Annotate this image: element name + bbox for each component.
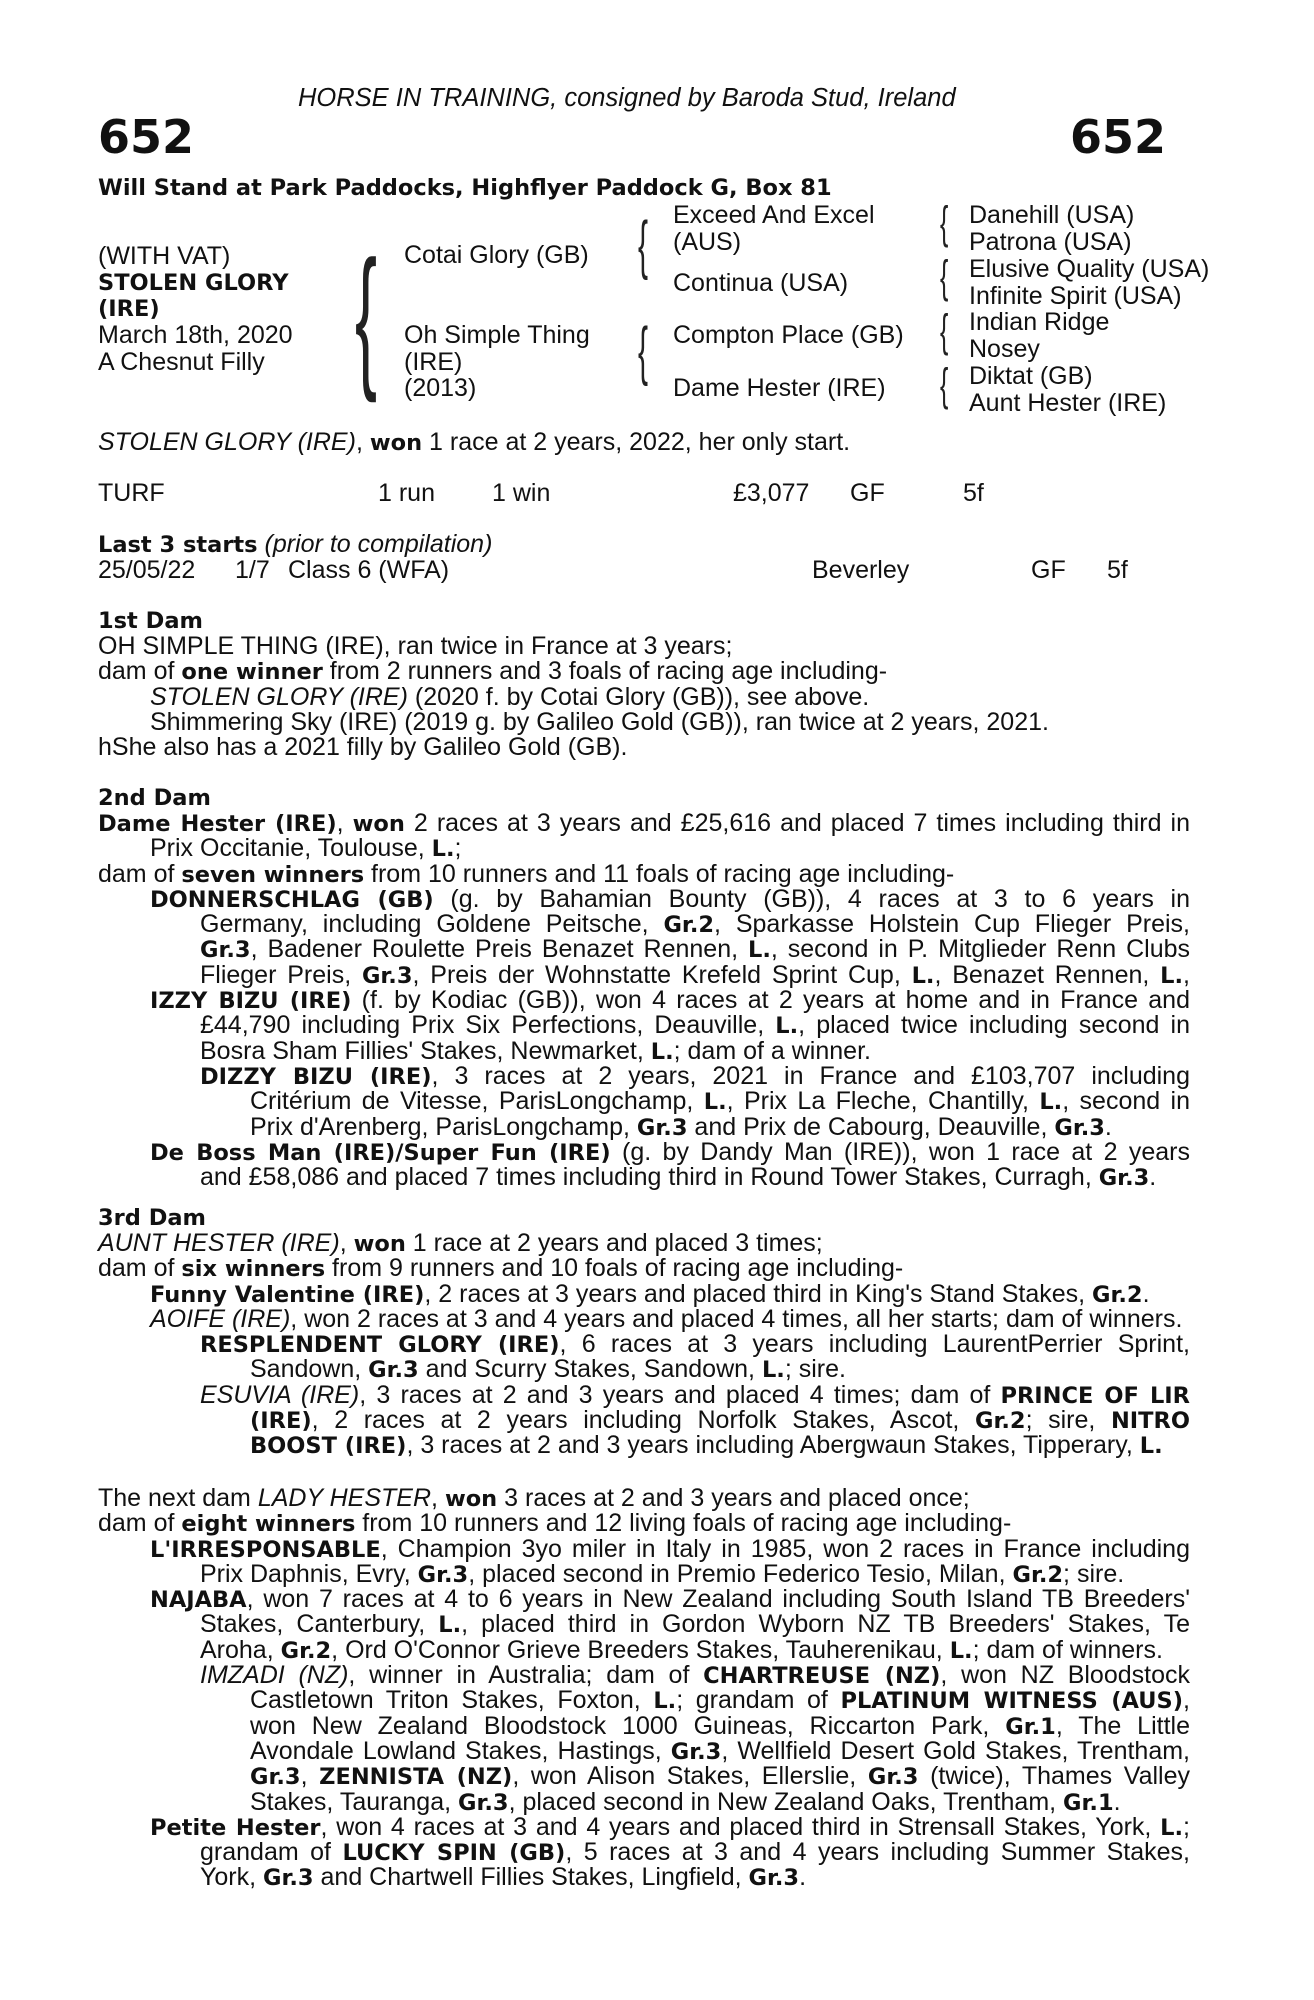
text-line (98, 1812, 1190, 1841)
start-going: GF (1031, 556, 1066, 584)
lot-number-left: 652 (98, 110, 195, 164)
text-run: Gr.1 (1005, 1713, 1056, 1740)
text-run: , (1183, 1686, 1190, 1715)
start-distance: 5f (1107, 556, 1128, 584)
text-line (98, 1332, 1190, 1357)
text-run: from 2 runners and 3 foals of racing age including- (322, 657, 888, 686)
first-dam-text (98, 634, 1190, 760)
record-wins: 1 win (492, 479, 551, 507)
text-run: Bosra Sham Fillies' Stakes, Newmarket, (200, 1036, 651, 1065)
vat-note: (WITH VAT) (98, 242, 231, 270)
text-run: , second in P. Mitglieder Renn Clubs (770, 935, 1190, 964)
text-line (98, 1304, 1190, 1333)
text-line (98, 811, 1190, 836)
pedigree-ddd: Aunt Hester (IRE) (969, 389, 1167, 417)
text-run: L. (775, 1013, 799, 1040)
summary-name: STOLEN GLORY (IRE) (98, 428, 356, 456)
text-run: Avondale Lowland Stakes, Hastings, (250, 1736, 671, 1765)
text-run: , winner in Australia; dam of (348, 1661, 704, 1690)
text-run: , Champion 3yo miler in Italy in 1985, won 2 races in France including (380, 1534, 1190, 1563)
pedigree-brace-gen1: { (355, 227, 378, 404)
text-run: , placed second in New Zealand Oaks, Trentham, (508, 1787, 1064, 1816)
text-run: 2 races at 3 years and £25,616 and placed 7 times including third in (404, 809, 1190, 837)
text-run: and Prix de Cabourg, Deauville, (687, 1112, 1055, 1141)
text-run: L. (1160, 962, 1184, 989)
text-run: , The Little (1055, 1711, 1190, 1740)
text-run: and £58,086 and placed 7 times including third in Round Tower Stakes, Curragh, (200, 1163, 1099, 1192)
text-run: Stakes, Canterbury, (200, 1610, 439, 1639)
text-run: , placed third in Gordon Wyborn NZ TB Breeders' Stakes, Te (461, 1610, 1190, 1639)
text-run: , placed twice including second in (798, 1011, 1190, 1040)
text-run: from 10 runners and 11 foals of racing age including- (364, 859, 955, 888)
text-line (98, 1486, 1190, 1511)
record-earnings: £3,077 (733, 479, 810, 507)
third-dam-text (98, 1231, 1190, 1459)
text-line (98, 1736, 1190, 1765)
text-run: won (444, 1486, 498, 1512)
text-line (98, 1231, 1190, 1256)
text-run: Aroha, (200, 1635, 281, 1664)
text-run: , 5 races at 3 and 4 years including Summer Stakes, (565, 1838, 1190, 1867)
text-run: ESUVIA (IRE) (200, 1380, 360, 1409)
text-run: Gr.2 (975, 1408, 1026, 1435)
text-run: York, (200, 1863, 264, 1892)
text-run: L'IRRESPONSABLE (150, 1536, 381, 1563)
text-line (98, 659, 1190, 684)
text-run: Prix Daphnis, Evry, (200, 1559, 418, 1588)
text-run: L. (949, 1637, 973, 1664)
text-run: , 3 races at 2 years, 2021 in France and £103,707 including (431, 1061, 1190, 1090)
text-run: , 2 races at 3 years and placed third in King's Stand Stakes, (424, 1279, 1093, 1308)
pedigree-dam: Oh Simple Thing (404, 321, 590, 349)
text-run: De Boss Man (IRE)/Super Fun (IRE) (150, 1139, 611, 1166)
text-run: L. (1039, 1089, 1063, 1116)
text-run: , Badener Roulette Preis Benazet Rennen, (250, 935, 748, 964)
text-line (98, 859, 1190, 888)
text-run: , won NZ Bloodstock (940, 1661, 1190, 1690)
text-line (98, 1061, 1190, 1090)
text-run: L. (911, 962, 935, 989)
text-run: dam of (98, 1254, 182, 1283)
second-dam-text (98, 811, 1190, 1190)
text-run: won (353, 1231, 406, 1257)
text-run: L. (1160, 1814, 1184, 1841)
stand-location: Will Stand at Park Paddocks, Highflyer Paddock G, Box 81 (98, 175, 832, 201)
text-run: L. (761, 1357, 785, 1384)
summary-rest: 1 race at 2 years, 2022, her only start. (422, 428, 851, 456)
text-run: ; (454, 834, 462, 863)
text-line (98, 1511, 1190, 1536)
text-line (98, 1534, 1190, 1563)
text-run: Flieger Preis, (200, 960, 362, 989)
text-line (98, 1433, 1190, 1458)
text-run: , Ord O'Connor Grieve Breeders Stakes, Tauherenikau, (331, 1635, 950, 1664)
text-line (98, 988, 1190, 1013)
text-run: Gr.3 (361, 962, 413, 989)
text-run: (f. by Kodiac (GB)), won 4 races at 2 years at home and in France and (351, 986, 1190, 1015)
text-run: ; sire. (1063, 1559, 1125, 1588)
text-run: NAJABA (150, 1587, 247, 1614)
text-run: Gr.2 (663, 912, 715, 939)
text-run: , Sparkasse Holstein Cup Flieger Preis, (714, 910, 1191, 939)
text-run: Gr.2 (1012, 1561, 1064, 1588)
text-run: from 10 runners and 12 living foals of racing age including- (355, 1509, 1012, 1538)
text-run: dam of (98, 859, 182, 888)
pedigree-dam-year: (2013) (404, 374, 477, 402)
text-run: STOLEN GLORY (IRE) (150, 682, 408, 711)
text-run: LUCKY SPIN (GB) (342, 1840, 566, 1867)
text-run: . (799, 1863, 807, 1892)
summary-won: won (369, 430, 423, 456)
text-run: Gr.2 (280, 1637, 332, 1664)
text-line (98, 1112, 1190, 1141)
start-course: Beverley (812, 556, 910, 584)
text-run: AOIFE (IRE) (150, 1304, 291, 1333)
pedigree-sdd: Infinite Spirit (USA) (969, 282, 1182, 310)
lot-number-right: 652 (1070, 110, 1167, 164)
text-run: Gr.3 (1054, 1114, 1105, 1141)
text-run: CHARTREUSE (NZ) (703, 1663, 941, 1690)
text-line (98, 1612, 1190, 1637)
consignment-line: HORSE IN TRAINING, consigned by Baroda Stud, Ireland (298, 84, 956, 112)
pedigree-sire-sire-suffix: (AUS) (673, 228, 742, 256)
text-run: Gr.2 (1092, 1281, 1143, 1308)
pedigree-ssd: Patrona (USA) (969, 228, 1132, 256)
last-starts-note: (prior to compilation) (264, 530, 493, 558)
text-run: Gr.3 (670, 1738, 722, 1765)
text-run: (g. by Dandy Man (IRE)), won 1 race at 2 years (610, 1137, 1190, 1166)
text-run: Critérium de Vitesse, ParisLongchamp, (250, 1087, 704, 1116)
text-line: OH SIMPLE THING (IRE), ran twice in France at 3 years; (98, 632, 733, 660)
text-run: Germany, including Goldene Peitsche, (200, 910, 664, 939)
pedigree-dam-dam: Dame Hester (IRE) (673, 374, 886, 402)
text-run: , (300, 1762, 320, 1791)
text-run: (twice), Thames Valley (918, 1762, 1191, 1791)
text-run: (g. by Bahamian Bounty (GB)), 4 races at 3 to 6 years in (433, 884, 1190, 913)
horse-name-suffix: (IRE) (98, 296, 160, 322)
pedigree-brace-ss: { (940, 197, 949, 248)
text-line (98, 1764, 1190, 1789)
text-run: ; sire, (1025, 1406, 1111, 1435)
text-run: from 9 runners and 10 foals of racing age including- (325, 1254, 904, 1283)
text-run: Gr.3 (368, 1357, 419, 1384)
text-line (98, 1357, 1190, 1382)
next-dam-text (98, 1486, 1190, 1891)
text-line (98, 1013, 1190, 1038)
text-run: L. (653, 1688, 677, 1715)
text-run: Gr.3 (200, 937, 251, 964)
text-run: Stakes, Tauranga, (250, 1787, 459, 1816)
text-run: Petite Hester (150, 1814, 321, 1841)
second-dam-heading: 2nd Dam (98, 785, 211, 811)
text-run: ; sire. (784, 1355, 846, 1384)
pedigree-sire-sire: Exceed And Excel (673, 201, 875, 229)
horse-description: A Chesnut Filly (98, 348, 265, 376)
text-line (98, 1089, 1190, 1114)
text-line (98, 1165, 1190, 1190)
text-run: Gr.3 (636, 1114, 688, 1141)
text-run: Prix d'Arenberg, ParisLongchamp, (250, 1112, 637, 1141)
text-run: DIZZY BIZU (IRE) (200, 1063, 432, 1090)
text-run: Gr.3 (250, 1764, 301, 1791)
text-run: eight winners (181, 1511, 356, 1538)
text-run: , 3 races at 2 and 3 years and placed 4 times; dam of (359, 1380, 1001, 1409)
text-run: , Prix La Fleche, Chantilly, (726, 1087, 1040, 1116)
pedigree-dam-suffix: (IRE) (404, 348, 463, 376)
text-run: dam of (98, 657, 182, 686)
text-run: grandam of (200, 1838, 343, 1867)
text-run: ; grandam of (676, 1686, 841, 1715)
text-run: , Benazet Rennen, (934, 960, 1161, 989)
text-run: £44,790 including Prix Six Perfections, Deauville, (200, 1011, 776, 1040)
text-line (98, 1380, 1190, 1409)
text-run: Gr.3 (1098, 1165, 1150, 1192)
text-run: and Scurry Stakes, Sandown, (418, 1355, 762, 1384)
text-line (98, 1688, 1190, 1713)
start-date: 25/05/22 (98, 556, 196, 584)
last-starts-title: Last 3 starts (98, 532, 258, 558)
text-run: seven winners (181, 861, 365, 888)
text-run: Gr.3 (417, 1561, 469, 1588)
text-line (98, 1559, 1190, 1588)
text-line (98, 1865, 1190, 1890)
text-run: NITRO (1110, 1408, 1190, 1435)
text-run: Gr.3 (748, 1865, 800, 1892)
text-run: AUNT HESTER (IRE) (98, 1229, 340, 1257)
text-line (98, 1408, 1190, 1433)
text-run: , (339, 1229, 354, 1257)
text-run: Gr.3 (458, 1789, 509, 1816)
text-run: and Chartwell Fillies Stakes, Lingfield, (313, 1863, 749, 1892)
text-run: Castletown Triton Stakes, Foxton, (250, 1686, 654, 1715)
text-run: The next dam (98, 1484, 258, 1512)
text-run: one winner (181, 659, 323, 686)
text-run: L. (650, 1038, 674, 1065)
text-run: , 2 races at 2 years including Norfolk Stakes, Ascot, (311, 1406, 975, 1435)
last-starts-heading (98, 532, 492, 558)
text-run: PLATINUM WITNESS (AUS) (840, 1688, 1184, 1715)
start-class: Class 6 (WFA) (288, 556, 450, 584)
pedigree-dam-sire: Compton Place (GB) (673, 321, 904, 349)
text-run: Gr.1 (1063, 1789, 1114, 1816)
pedigree-dss: Indian Ridge (969, 308, 1110, 336)
race-summary: STOLEN GLORY (IRE), won 1 race at 2 years, 2022, her only start. (98, 428, 851, 456)
text-run: , won 2 races at 3 and 4 years and placed 4 times, all her starts; dam of winners. (290, 1304, 1183, 1333)
text-run: . (1142, 1279, 1150, 1308)
text-run: . (1149, 1163, 1157, 1192)
record-surface: TURF (98, 479, 165, 507)
first-dam-heading: 1st Dam (98, 608, 203, 634)
text-run: Funny Valentine (IRE) (150, 1281, 425, 1308)
start-position: 1/7 (235, 556, 270, 584)
pedigree-sss: Danehill (USA) (969, 201, 1135, 229)
text-run: Prix Occitanie, Toulouse, (150, 834, 432, 863)
pedigree-sds: Elusive Quality (USA) (969, 255, 1210, 283)
text-line (98, 1587, 1190, 1612)
text-run: 1 race at 2 years and placed 3 times; (405, 1229, 823, 1257)
record-runs: 1 run (378, 479, 435, 507)
text-run: . (1104, 1112, 1112, 1141)
text-run: Gr.3 (263, 1865, 314, 1892)
text-line (98, 1840, 1190, 1865)
text-run: PRINCE OF LIR (1000, 1382, 1190, 1409)
text-run: ; dam of a winner. (673, 1036, 871, 1065)
text-line (98, 1279, 1190, 1308)
text-run: , second in (1062, 1087, 1191, 1116)
pedigree-brace-ds: { (940, 305, 949, 356)
pedigree-brace-sd: { (940, 251, 949, 302)
text-run: L. (438, 1612, 462, 1639)
text-run: 3 races at 2 and 3 years and placed once; (497, 1484, 970, 1512)
text-run: L. (748, 937, 771, 964)
text-run: BOOST (IRE) (250, 1433, 407, 1460)
text-line (98, 1787, 1190, 1816)
text-run: , won 7 races at 4 to 6 years in New Zealand including South Island TB Breeders' (246, 1585, 1190, 1614)
text-run: LADY HESTER (257, 1484, 432, 1512)
text-line (98, 836, 1190, 861)
text-run: ; dam of winners. (972, 1635, 1163, 1664)
text-line (98, 1663, 1190, 1688)
text-run: L. (703, 1089, 727, 1116)
text-line (98, 1036, 1190, 1065)
foaling-date: March 18th, 2020 (98, 321, 293, 349)
text-run: won (352, 811, 405, 837)
text-run: , won 4 races at 3 and 4 years and placed third in Strensall Stakes, York, (320, 1812, 1161, 1841)
pedigree-sire: Cotai Glory (GB) (404, 241, 589, 269)
text-run: RESPLENDENT GLORY (IRE) (200, 1332, 560, 1359)
record-going: GF (850, 479, 885, 507)
text-run: (IRE) (250, 1408, 312, 1435)
pedigree-sire-dam: Continua (USA) (673, 269, 849, 297)
text-run: Gr.3 (867, 1764, 919, 1791)
text-run: , won Alison Stakes, Ellerslie, (512, 1762, 868, 1791)
text-run: (2020 f. by Cotai Glory (GB)), see above. (407, 682, 870, 711)
text-line (98, 912, 1190, 937)
pedigree-brace-dd: { (940, 359, 949, 410)
pedigree-dds: Diktat (GB) (969, 362, 1093, 390)
text-run: dam of (98, 1509, 182, 1538)
text-run: won New Zealand Bloodstock 1000 Guineas, Riccarton Park, (250, 1711, 1006, 1740)
pedigree-dsd: Nosey (969, 335, 1040, 363)
text-line: hShe also has a 2021 filly by Galileo Gold (GB). (98, 733, 628, 762)
text-run: , (1183, 960, 1190, 989)
text-run: six winners (181, 1256, 326, 1283)
text-run: Dame Hester (IRE) (98, 811, 337, 837)
text-run: Sandown, (250, 1355, 369, 1384)
text-run: , Preis der Wohnstatte Krefeld Sprint Cup, (412, 960, 912, 989)
text-line (98, 682, 1190, 711)
record-distance: 5f (963, 479, 984, 507)
text-run: . (1113, 1787, 1121, 1816)
third-dam-heading: 3rd Dam (98, 1205, 206, 1231)
text-line (98, 1256, 1190, 1281)
text-line (98, 884, 1190, 913)
text-run: , 3 races at 2 and 3 years including Abergwaun Stakes, Tipperary, (406, 1431, 1140, 1460)
text-line (98, 1137, 1190, 1166)
text-run: IZZY BIZU (IRE) (150, 988, 352, 1015)
text-run: ZENNISTA (NZ) (319, 1764, 513, 1791)
text-line: Shimmering Sky (IRE) (2019 g. by Galileo Gold (GB)), ran twice at 2 years, 2021. (150, 707, 1049, 736)
text-run: L. (431, 836, 455, 863)
text-run: ; (1183, 1812, 1190, 1841)
text-run: , 6 races at 3 years including LaurentPerrier Sprint, (559, 1330, 1190, 1359)
text-run: DONNERSCHLAG (GB) (150, 886, 434, 913)
pedigree-brace-dam: { (638, 314, 649, 387)
pedigree-brace-sire: { (638, 208, 649, 281)
text-line (98, 960, 1190, 989)
text-run: , Wellfield Desert Gold Stakes, Trentham, (721, 1736, 1190, 1765)
text-line (98, 1635, 1190, 1664)
text-line (98, 937, 1190, 962)
text-run: IMZADI (NZ) (200, 1661, 349, 1690)
text-run: , (336, 809, 353, 837)
text-run: , placed second in Premio Federico Tesio, Milan, (468, 1559, 1013, 1588)
text-line (98, 1711, 1190, 1740)
horse-name: STOLEN GLORY (98, 270, 289, 296)
text-run: L. (1139, 1433, 1163, 1460)
text-run: , (431, 1484, 445, 1512)
